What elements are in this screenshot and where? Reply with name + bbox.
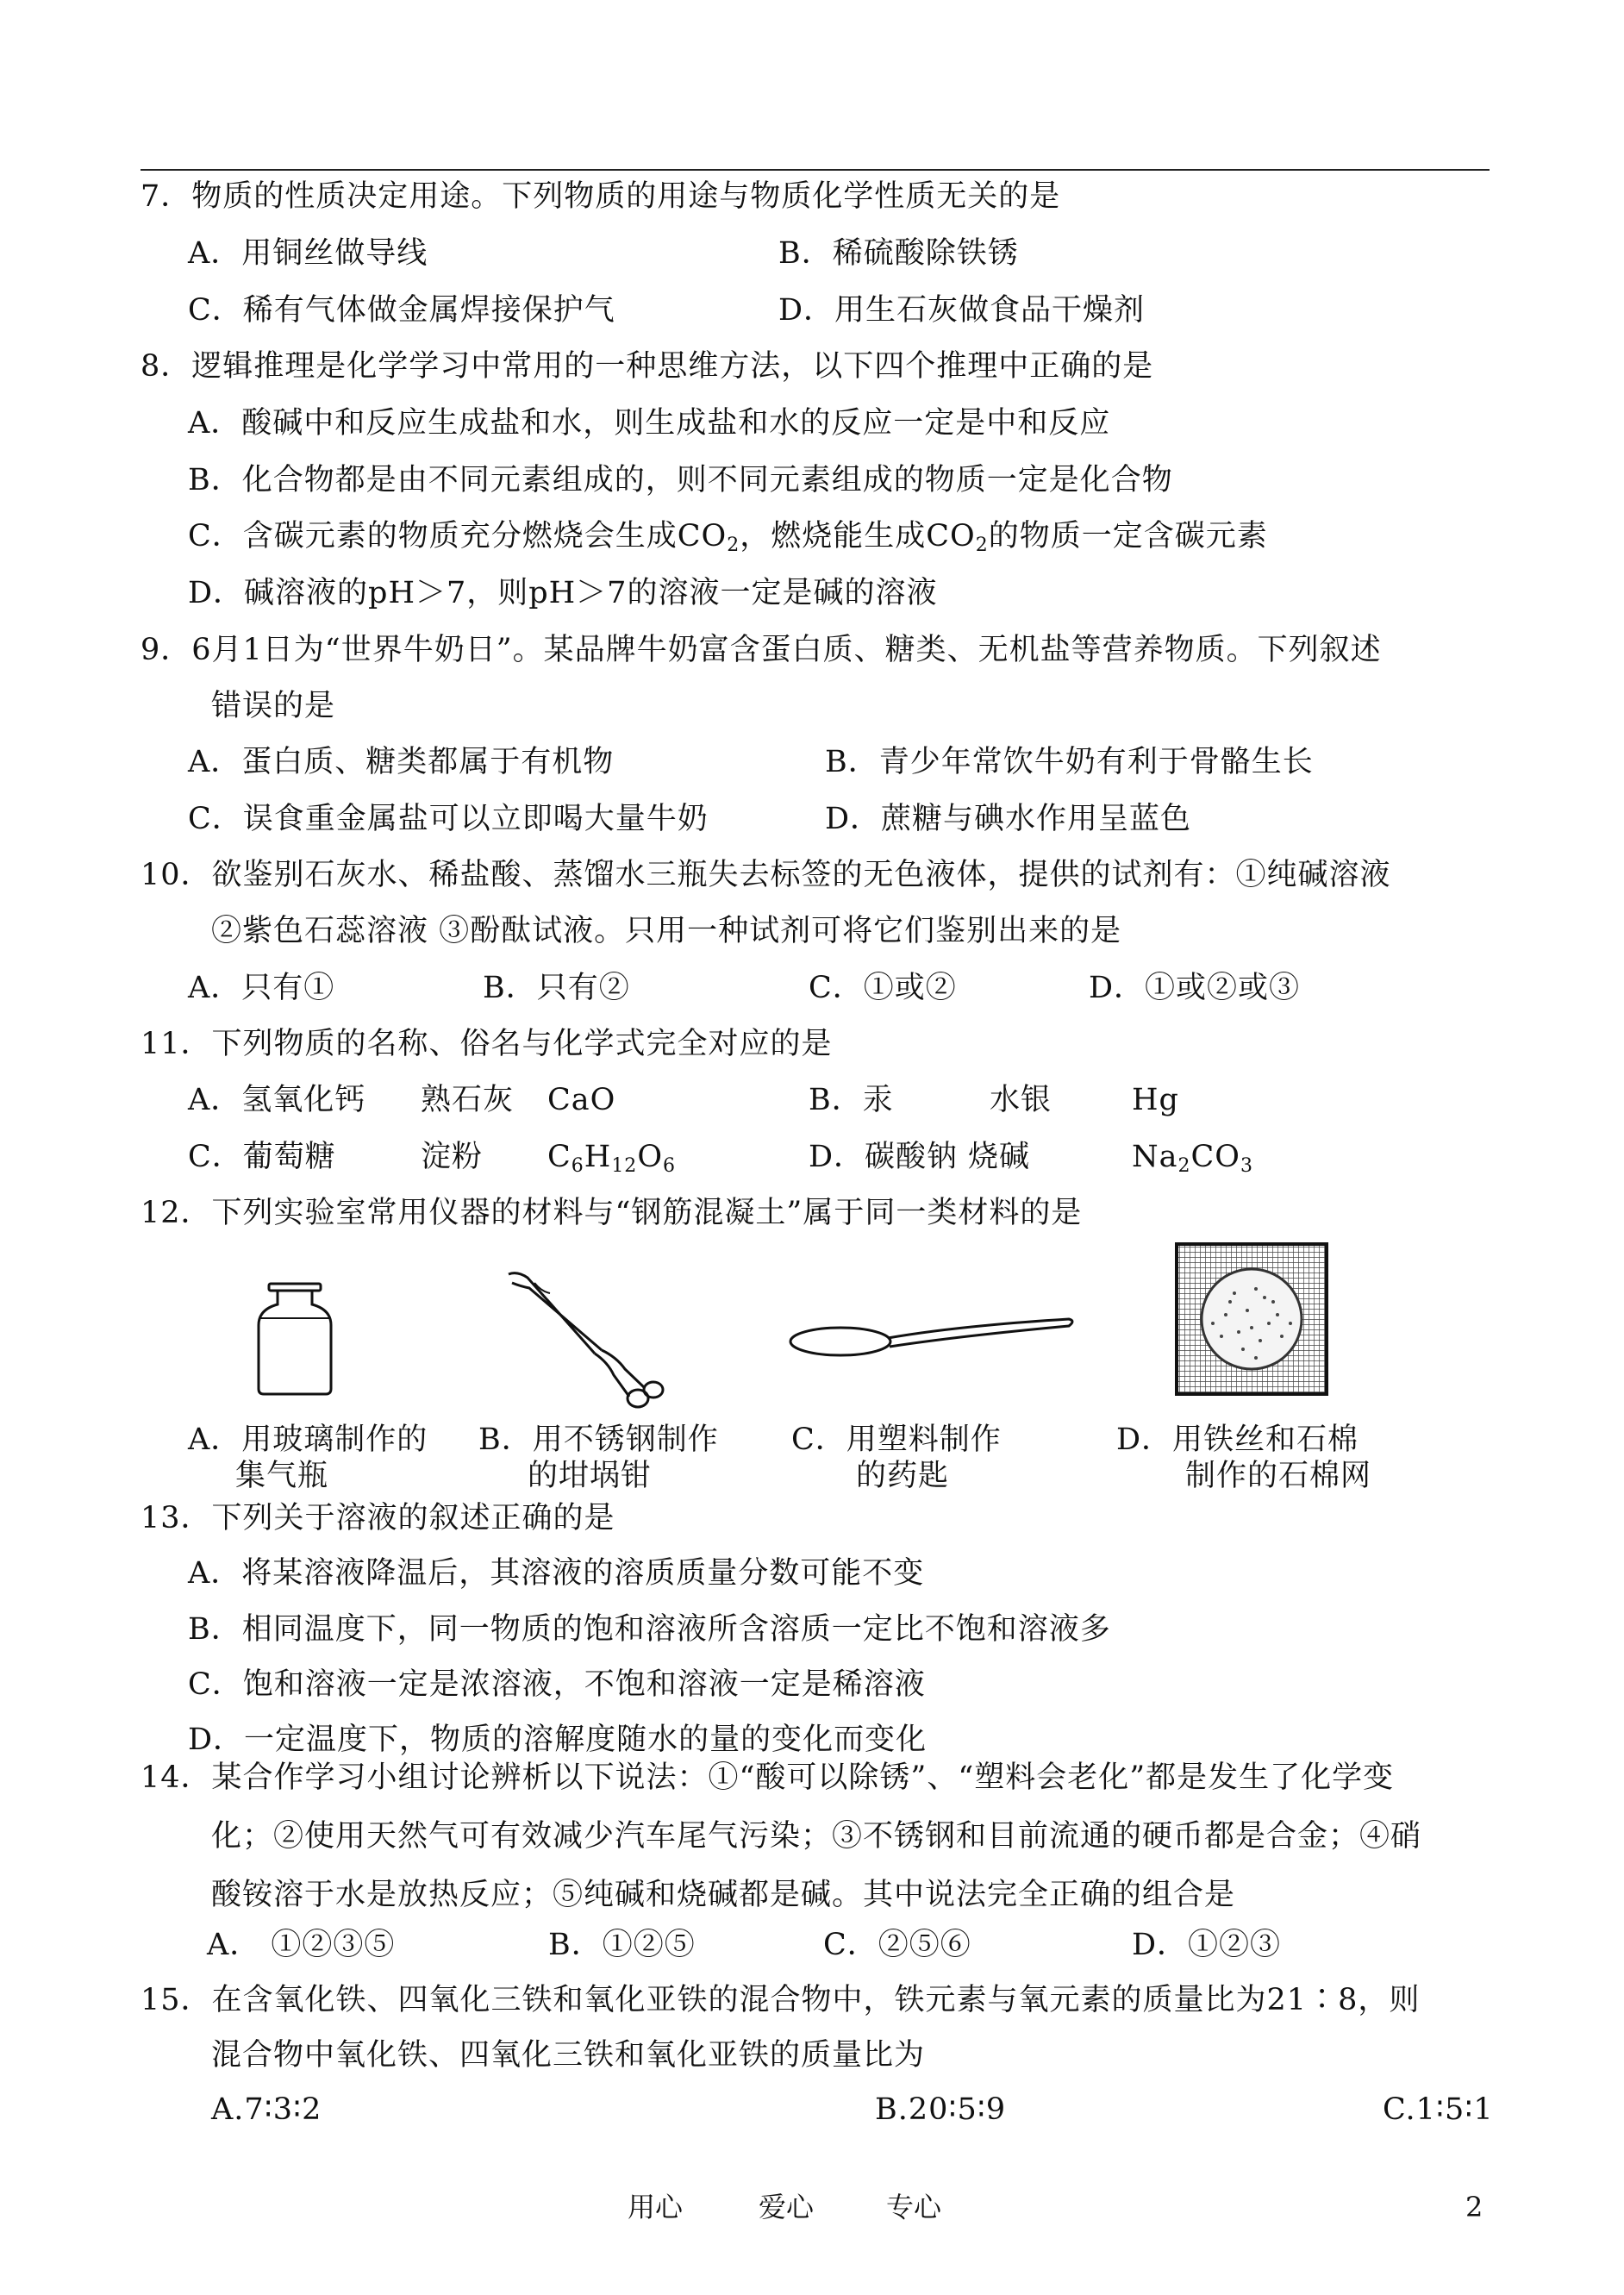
q9-option-a: A．蛋白质、糖类都属于有机物: [188, 745, 615, 779]
q15-option-c: C.1∶5∶1: [1383, 2092, 1494, 2127]
q13-option-b: B．相同温度下，同一物质的饱和溶液所含溶质一定比不饱和溶液多: [188, 1612, 1111, 1647]
q7-option-a: A．用铜丝做导线: [188, 236, 428, 271]
q15-option-b: B.20∶5∶9: [875, 2092, 1007, 2127]
q8-stem: 8．逻辑推理是化学学习中常用的一种思维方法，以下四个推理中正确的是: [141, 349, 1154, 384]
footer-right: 专心: [886, 2191, 942, 2223]
q9-option-c: C．误食重金属盐可以立即喝大量牛奶: [188, 802, 709, 836]
q10-option-c: C．①或②: [809, 971, 957, 1005]
q8-option-a: A．酸碱中和反应生成盐和水，则生成盐和水的反应一定是中和反应: [188, 406, 1111, 441]
q12-stem: 12．下列实验室常用仪器的材料与“钢筋混凝土”属于同一类材料的是: [141, 1196, 1083, 1230]
q12-option-c-line2: 的药匙: [856, 1459, 950, 1493]
q9-option-b: B．青少年常饮牛奶有利于骨骼生长: [825, 745, 1314, 779]
q7-option-c: C．稀有气体做金属焊接保护气: [188, 293, 615, 328]
q14-stem-line2: 化；②使用天然气可有效减少汽车尾气污染；③不锈钢和目前流通的硬币都是合金；④硝: [211, 1819, 1422, 1854]
q9-stem-line2: 错误的是: [211, 689, 336, 723]
q11-option-c-name: C．葡萄糖: [188, 1140, 336, 1174]
gas-bottle-image: [252, 1282, 338, 1398]
q13-option-a: A．将某溶液降温后，其溶液的溶质质量分数可能不变: [188, 1556, 925, 1591]
q10-option-d: D．①或②或③: [1089, 971, 1301, 1005]
q9-option-d: D．蔗糖与碘水作用呈蓝色: [825, 802, 1192, 836]
q10-stem-line2: ②紫色石蕊溶液 ③酚酞试液。只用一种试剂可将它们鉴别出来的是: [211, 914, 1122, 948]
q7-stem: 7．物质的性质决定用途。下列物质的用途与物质化学性质无关的是: [141, 179, 1061, 214]
q13-stem: 13．下列关于溶液的叙述正确的是: [141, 1501, 615, 1535]
q11-option-b-formula: Hg: [1132, 1083, 1179, 1117]
q7-option-b: B．稀硫酸除铁锈: [778, 236, 1019, 271]
q10-option-b: B．只有②: [483, 971, 630, 1005]
q11-stem: 11．下列物质的名称、俗名与化学式完全对应的是: [141, 1027, 833, 1061]
crucible-tongs-image: [500, 1267, 672, 1414]
q11-option-d-formula: $Na_2CO_3$: [1132, 1140, 1253, 1177]
q14-option-c: C．②⑤⑥: [823, 1928, 971, 1962]
q9-stem-line1: 9．6月1日为“世界牛奶日”。某品牌牛奶富含蛋白质、糖类、无机盐等营养物质。下列叙述: [141, 633, 1382, 667]
q14-option-b: B．①②⑤: [548, 1928, 696, 1962]
q12-option-d-line2: 制作的石棉网: [1185, 1459, 1372, 1493]
footer-left: 用心: [628, 2191, 684, 2223]
q11-option-b-common: 水银: [990, 1083, 1052, 1117]
q12-option-b-line2: 的坩埚钳: [528, 1459, 653, 1493]
q15-stem-line1: 15．在含氧化铁、四氧化三铁和氧化亚铁的混合物中，铁元素与氧元素的质量比为21∶8，则: [141, 1983, 1421, 2017]
q11-option-b-name: B．汞: [809, 1083, 894, 1117]
q11-option-a-name: A．氢氧化钙: [188, 1083, 366, 1117]
q12-option-d-line1: D．用铁丝和石棉: [1116, 1423, 1359, 1457]
asbestos-gauze-image: [1174, 1241, 1329, 1397]
q8-option-c: C．含碳元素的物质充分燃烧会生成$CO_2$，燃烧能生成$CO_2$的物质一定含碳元素: [188, 519, 1268, 556]
q12-option-b-line1: B．用不锈钢制作: [478, 1423, 719, 1457]
q13-option-d: D．一定温度下，物质的溶解度随水的量的变化而变化: [188, 1723, 928, 1757]
q11-option-a-common: 熟石灰: [421, 1083, 515, 1117]
q14-option-d: D．①②③: [1132, 1928, 1282, 1962]
q10-stem-line1: 10．欲鉴别石灰水、稀盐酸、蒸馏水三瓶失去标签的无色液体，提供的试剂有：①纯碱溶液: [141, 858, 1391, 892]
q15-stem-line2: 混合物中氧化铁、四氧化三铁和氧化亚铁的质量比为: [211, 2038, 926, 2073]
q11-option-a-formula: CaO: [547, 1083, 616, 1117]
q12-option-a-line2: 集气瓶: [235, 1459, 329, 1493]
q14-option-a: A． ①②③⑤: [207, 1928, 396, 1962]
q11-option-d-common: 烧碱: [968, 1140, 1031, 1174]
q11-option-c-formula: $C_6H_{12}O_6$: [547, 1140, 677, 1177]
q15-option-a: A.7∶3∶2: [211, 2092, 322, 2127]
page-number: 2: [1465, 2191, 1483, 2223]
footer-mid: 爱心: [759, 2191, 815, 2223]
q12-option-c-line1: C．用塑料制作: [791, 1423, 1002, 1457]
q7-option-d: D．用生石灰做食品干燥剂: [778, 293, 1146, 328]
q14-stem-line1: 14．某合作学习小组讨论辨析以下说法：①“酸可以除锈”、“塑料会老化”都是发生了化学变: [141, 1760, 1395, 1795]
q12-option-a-line1: A．用玻璃制作的: [188, 1423, 428, 1457]
q11-option-d-name: D．碳酸钠: [809, 1140, 959, 1174]
q8-option-d: D．碱溶液的pH＞7，则pH＞7的溶液一定是碱的溶液: [188, 576, 938, 610]
q14-stem-line3: 酸铵溶于水是放热反应；⑤纯碱和烧碱都是碱。其中说法完全正确的组合是: [211, 1878, 1236, 1912]
q13-option-c: C．饱和溶液一定是浓溶液，不饱和溶液一定是稀溶液: [188, 1667, 926, 1702]
spoon-image: [784, 1302, 1077, 1371]
header-rule: [141, 169, 1490, 171]
q11-option-c-common: 淀粉: [421, 1140, 484, 1174]
q10-option-a: A．只有①: [188, 971, 335, 1005]
q8-option-b: B．化合物都是由不同元素组成的，则不同元素组成的物质一定是化合物: [188, 463, 1173, 497]
